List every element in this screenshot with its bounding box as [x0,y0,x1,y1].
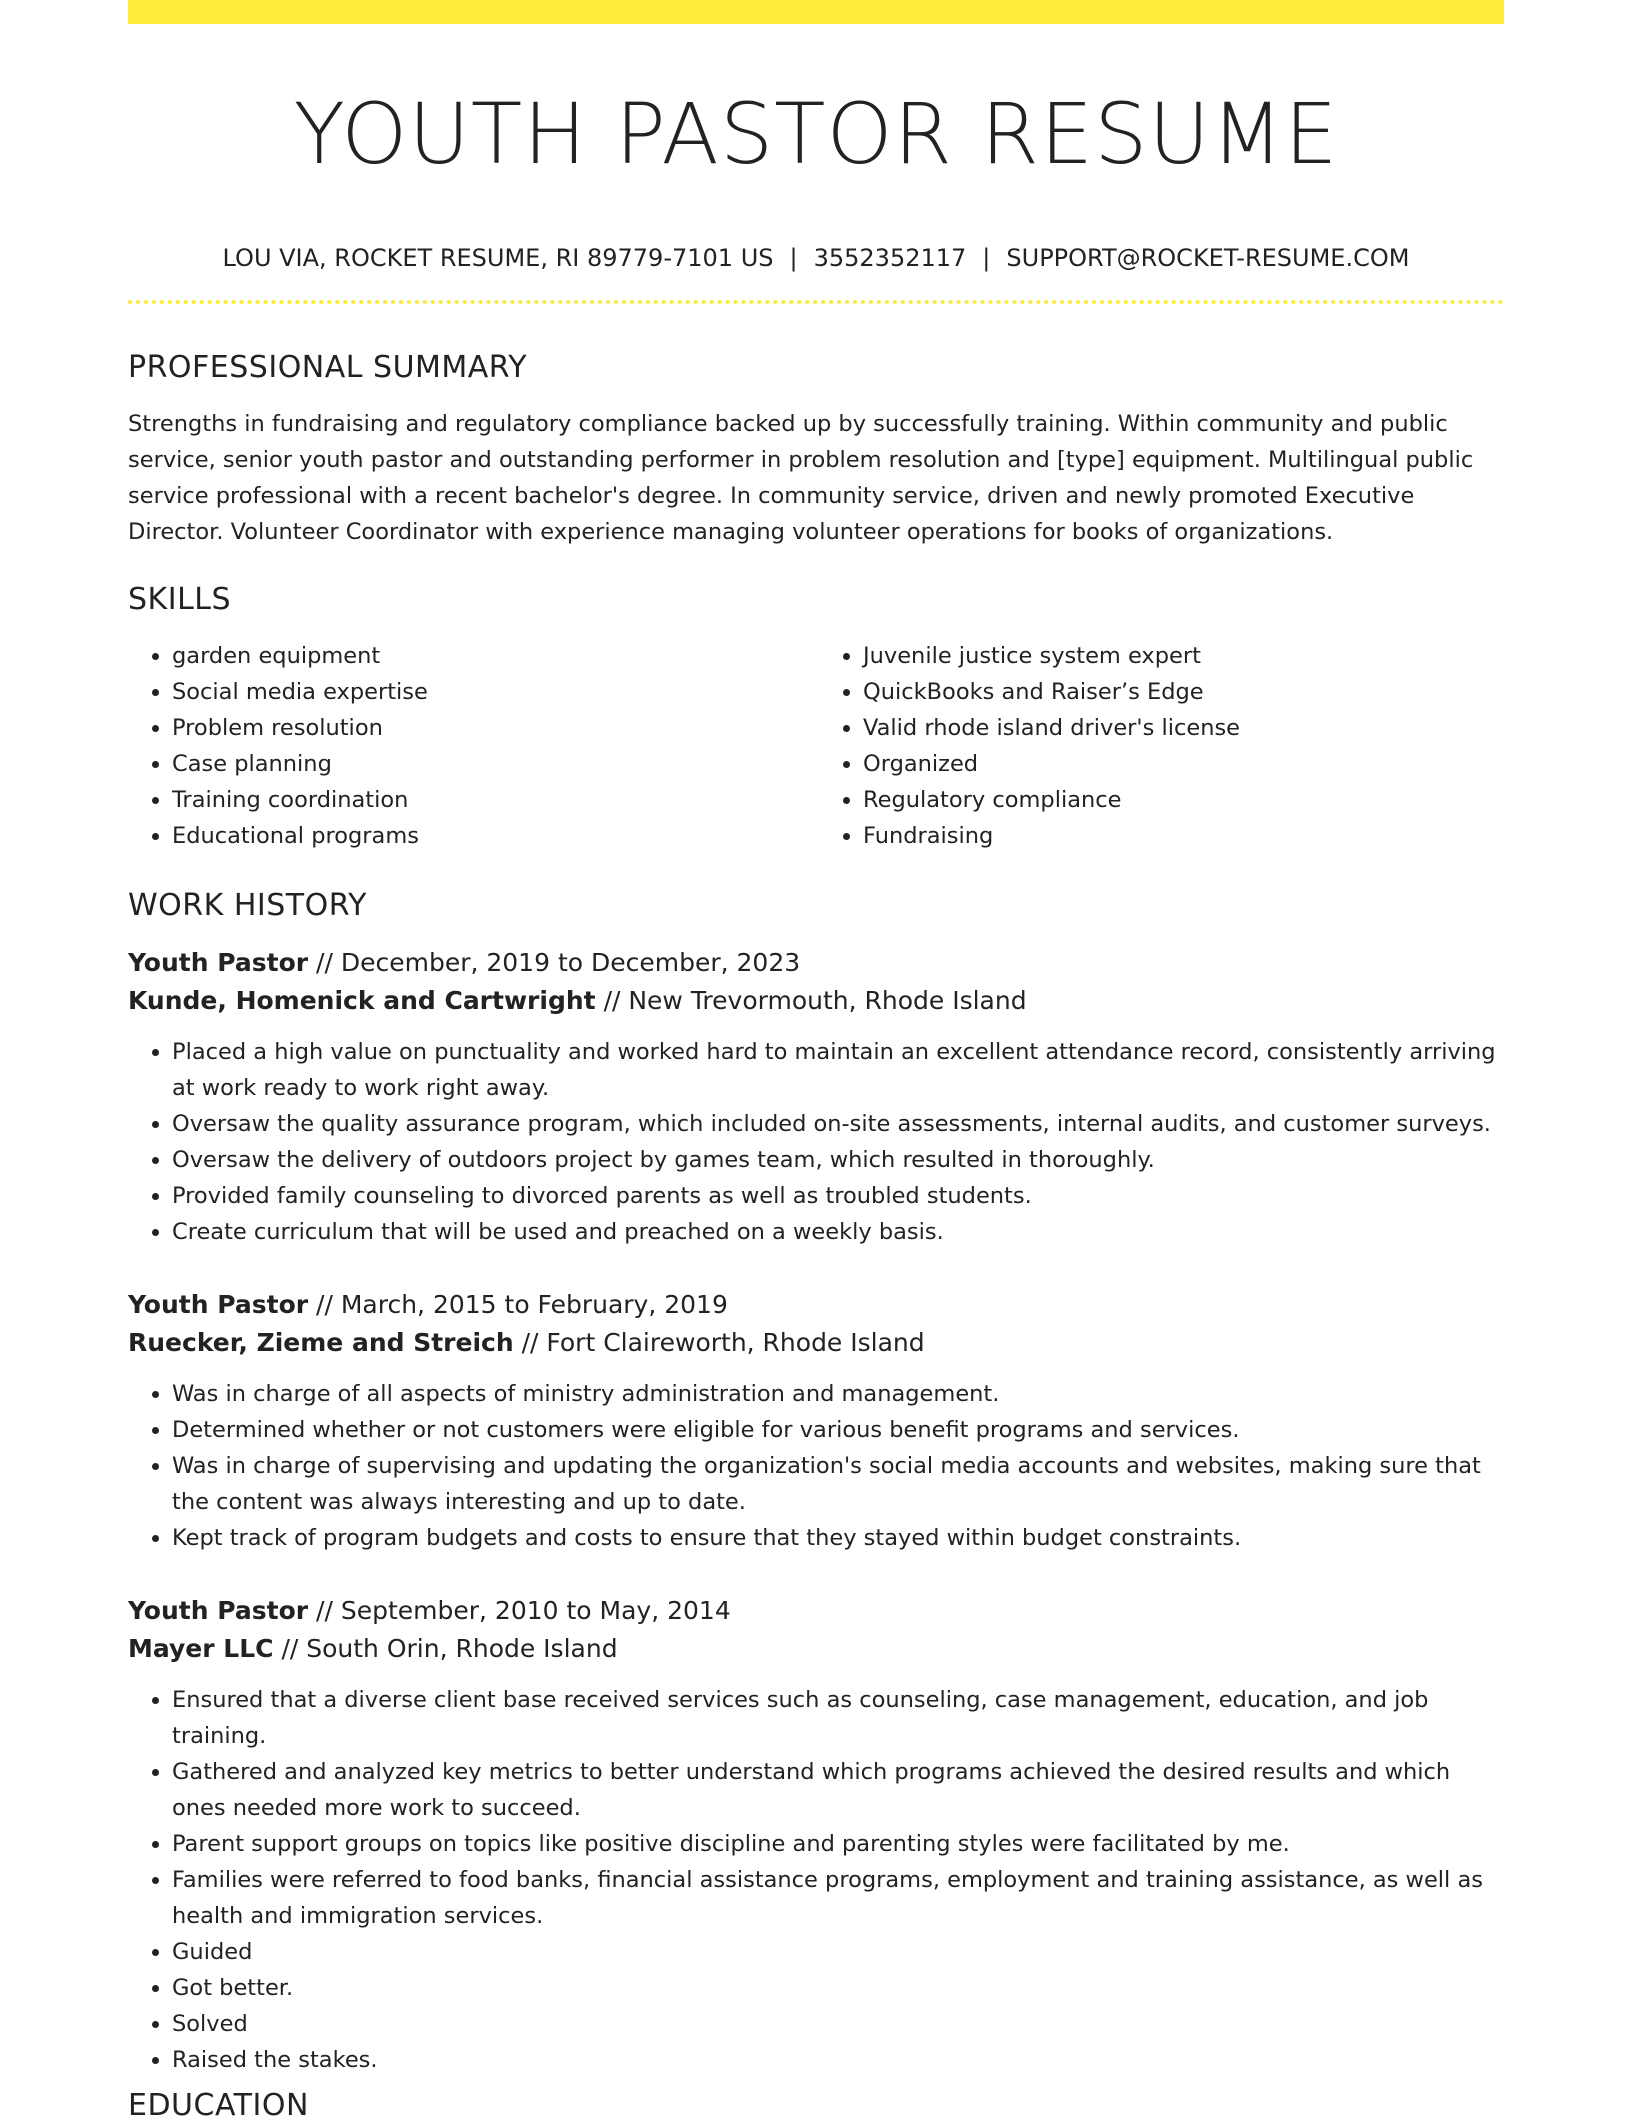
job-entry [128,1286,1504,1556]
job-bullets [128,1376,1504,1556]
work-history-heading: WORK HISTORY [128,888,367,923]
skills-list [128,638,1504,854]
job-bullet: • Placed a high value on punctuality and worked hard to maintain an excellent attendance record, consistently arriving at work ready to work right away. [172,1034,1504,1106]
job-bullet: • Got better. [172,1970,1504,2006]
job-bullet: • Parent support groups on topics like positive discipline and parenting styles were facilitated by me. [172,1826,1504,1862]
skill-item: • Valid rhode island driver's license [863,710,1504,746]
job-bullets [128,1034,1504,1250]
top-accent-bar [128,0,1504,24]
job-bullet: • Solved [172,2006,1504,2042]
job-entry [128,944,1504,1250]
job-title-line [128,944,1504,982]
job-dates: // March, 2015 to February, 2019 [316,1290,728,1319]
job-bullet: • Was in charge of all aspects of ministry administration and management. [172,1376,1504,1412]
skills-column-left [128,638,816,854]
skill-item: • Fundraising [863,818,1504,854]
contact-separator: | [982,244,991,272]
job-location: // South Orin, Rhode Island [281,1634,618,1663]
job-title-line [128,1286,1504,1324]
job-dates: // September, 2010 to May, 2014 [316,1596,731,1625]
summary-text: Strengths in fundraising and regulatory compliance backed up by successfully training. Within community and public service, senior youth pastor and outstanding performer in problem resolution and [type] equipment. Multilingual public service professional with a recent bachelor's degree. In community service, driven and newly promoted Executive Director. Volunteer Coordinator with experience managing volunteer operations for books of organizations. [128,411,1474,545]
job-bullet: • Raised the stakes. [172,2042,1504,2078]
job-bullet: • Oversaw the quality assurance program, which included on-site assessments, internal audits, and customer surveys. [172,1106,1504,1142]
job-location: // New Trevormouth, Rhode Island [603,986,1027,1015]
skill-item: • Case planning [172,746,816,782]
job-company: Ruecker, Zieme and Streich [128,1328,514,1357]
skill-item: • QuickBooks and Raiser’s Edge [863,674,1504,710]
job-title: Youth Pastor [128,1596,309,1625]
job-bullet: • Create curriculum that will be used and preached on a weekly basis. [172,1214,1504,1250]
job-bullet: • Families were referred to food banks, financial assistance programs, employment and training assistance, as well as health and immigration services. [172,1862,1504,1934]
skill-item: • Problem resolution [172,710,816,746]
job-title: Youth Pastor [128,948,309,977]
job-title: Youth Pastor [128,1290,309,1319]
skill-item: • Educational programs [172,818,816,854]
job-bullets [128,1682,1504,2078]
summary-heading: PROFESSIONAL SUMMARY [128,350,528,385]
job-dates: // December, 2019 to December, 2023 [316,948,801,977]
skills-heading: SKILLS [128,582,232,617]
resume-title: YOUTH PASTOR RESUME [293,85,1339,183]
education-heading: EDUCATION [128,2088,309,2123]
job-bullet: • Provided family counseling to divorced parents as well as troubled students. [172,1178,1504,1214]
job-bullet: • Oversaw the delivery of outdoors project by games team, which resulted in thoroughly. [172,1142,1504,1178]
job-bullet: • Kept track of program budgets and costs to ensure that they stayed within budget constraints. [172,1520,1504,1556]
job-location: // Fort Claireworth, Rhode Island [521,1328,925,1357]
job-company-line [128,1324,1504,1362]
job-company-line [128,1630,1504,1668]
skill-item: • Juvenile justice system expert [863,638,1504,674]
skill-item: • Organized [863,746,1504,782]
job-company: Kunde, Homenick and Cartwright [128,986,596,1015]
job-bullet: • Guided [172,1934,1504,1970]
job-bullet: • Ensured that a diverse client base received services such as counseling, case management, education, and job training. [172,1682,1504,1754]
contact-phone: 3552352117 [813,244,967,272]
dotted-divider [128,300,1504,304]
skill-item: • Regulatory compliance [863,782,1504,818]
skill-item: • garden equipment [172,638,816,674]
job-bullet: • Determined whether or not customers were eligible for various benefit programs and services. [172,1412,1504,1448]
resume-page [128,0,1504,2123]
job-company: Mayer LLC [128,1634,274,1663]
skill-item: • Social media expertise [172,674,816,710]
skill-item: • Training coordination [172,782,816,818]
job-bullet: • Was in charge of supervising and updating the organization's social media accounts and websites, making sure that the content was always interesting and up to date. [172,1448,1504,1520]
contact-line [128,238,1504,278]
contact-email[interactable]: SUPPORT@ROCKET-RESUME.COM [1006,244,1410,272]
job-bullet: • Gathered and analyzed key metrics to better understand which programs achieved the desired results and which ones needed more work to succeed. [172,1754,1504,1826]
job-title-line [128,1592,1504,1630]
contact-address: LOU VIA, ROCKET RESUME, RI 89779-7101 US [222,244,774,272]
skills-column-right [816,638,1504,854]
job-entry [128,1592,1504,2078]
contact-separator: | [789,244,798,272]
job-company-line [128,982,1504,1020]
